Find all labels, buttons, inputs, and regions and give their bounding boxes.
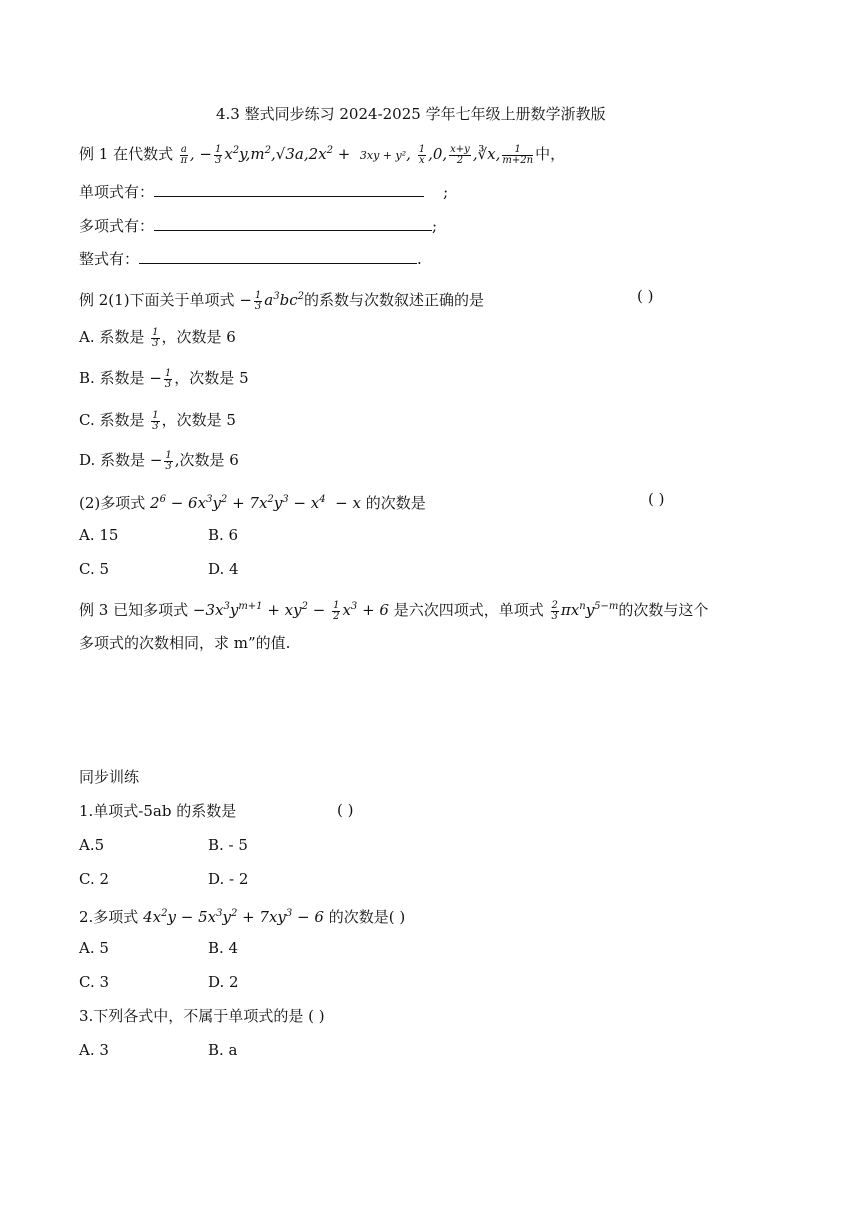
- ex2-q1-suffix: 的系数与次数叙述正确的是: [304, 291, 485, 309]
- sep: ;: [443, 183, 449, 201]
- option-text: ,次数是 6: [174, 451, 239, 469]
- q2-row2: [79, 972, 239, 992]
- option-b[interactable]: B. 4: [208, 939, 239, 957]
- ex2-q2-row1: [79, 525, 239, 545]
- option-label: B. 系数是: [79, 369, 145, 387]
- ex2-q1-prefix: 例 2(1)下面关于单项式: [79, 291, 235, 309]
- option-b[interactable]: B. a: [208, 1041, 238, 1059]
- answer-paren[interactable]: ( ): [337, 801, 354, 819]
- practice-q1: [79, 801, 236, 821]
- ex3-polynomial: $-3x^3y^{m+1} + xy^2$ − $\frac{1}{2}$ $x^3 + 6$: [192, 599, 389, 622]
- sep: ;: [432, 217, 438, 235]
- ex2-option-b[interactable]: B. 系数是 − $\frac{1}{3}$ ，次数是 5: [79, 367, 249, 390]
- option-d[interactable]: D. 2: [208, 973, 239, 991]
- q2-suffix: 的次数是( ): [328, 908, 406, 926]
- q1-row1: [79, 835, 248, 855]
- ex2-option-c[interactable]: C. 系数是 $\frac{1}{3}$ ，次数是 5: [79, 409, 236, 432]
- practice-q3: 3.下列各式中，不属于单项式的是 ( ): [79, 1007, 325, 1025]
- example-2-q2: [79, 490, 426, 513]
- ex2-monomial: − $\frac{1}{3}$ $a^3bc^2$: [239, 289, 305, 312]
- option-a[interactable]: A. 5: [79, 939, 109, 957]
- option-label: C. 系数是: [79, 411, 145, 429]
- option-label: D. 系数是: [79, 451, 146, 469]
- option-label: A. 系数是: [79, 328, 145, 346]
- option-c[interactable]: C. 5: [79, 560, 110, 578]
- option-a[interactable]: A.5: [79, 836, 105, 854]
- ex1-end: 中，: [535, 145, 566, 163]
- q2-polynomial: $4x^2y - 5x^3y^2 + 7xy^3 - 6$: [143, 908, 324, 926]
- practice-q2: [79, 904, 405, 927]
- answer-paren[interactable]: ( ): [648, 490, 665, 508]
- option-d[interactable]: D. 4: [208, 560, 239, 578]
- integral-blank[interactable]: [139, 249, 417, 264]
- ex2-q2-prefix: (2)多项式: [79, 494, 146, 512]
- ex3-mid: 是六次四项式，单项式: [393, 601, 544, 619]
- ex2-q2-suffix: 的次数是: [365, 494, 426, 512]
- option-b[interactable]: B. 6: [208, 526, 239, 544]
- page-title: 4.3 整式同步练习 2024-2025 学年七年级上册数学浙教版: [216, 105, 606, 123]
- q1-text: 1.单项式-5ab 的系数是: [79, 802, 237, 820]
- monomial-label: 单项式有：: [79, 183, 155, 201]
- option-text: ，次数是 6: [161, 328, 236, 346]
- option-b[interactable]: B. - 5: [208, 836, 248, 854]
- ex1-intro: 例 1 在代数式: [79, 145, 174, 163]
- example-3-line2: 多项式的次数相同，求 m”的值.: [79, 634, 291, 652]
- integral-answer-line: [79, 249, 422, 269]
- example-3-line1: [79, 597, 708, 622]
- q2-prefix: 2.多项式: [79, 908, 139, 926]
- option-a[interactable]: A. 15: [79, 526, 119, 544]
- option-d[interactable]: D. - 2: [208, 870, 249, 888]
- ex2-option-d[interactable]: D. 系数是 − $\frac{1}{3}$ ,次数是 6: [79, 449, 239, 472]
- ex3-prefix: 例 3 已知多项式: [79, 601, 189, 619]
- integral-label: 整式有：: [79, 250, 140, 268]
- polynomial-blank[interactable]: [154, 216, 432, 231]
- ex2-q2-row2: [79, 559, 239, 579]
- ex2-polynomial: $2^6 - 6x^3y^2 + 7x^2y^3 - x^4 - x$: [150, 494, 361, 512]
- q3-row1: [79, 1040, 238, 1060]
- option-text: ，次数是 5: [174, 369, 249, 387]
- ex3-monomial: $\frac{2}{3}$ $\pi x^ny^{5-m}$: [551, 599, 619, 622]
- polynomial-label: 多项式有：: [79, 217, 155, 235]
- monomial-answer-line: [79, 182, 448, 202]
- sep: .: [417, 250, 422, 268]
- answer-paren[interactable]: ( ): [637, 287, 654, 305]
- practice-heading: 同步训练: [79, 768, 140, 786]
- ex2-option-a[interactable]: A. 系数是 $\frac{1}{3}$ ，次数是 6: [79, 326, 236, 349]
- ex1-expressions: $\frac{a}{\pi}$ , − $\frac{1}{3}$ $x^2y,m^2,√3a,2x^2 + 3xy + y^2$, $\frac{1}{x}$ ,0, $\frac{x+y}{2}$ ,∛x, $\frac{1}{m+2n}$: [180, 143, 534, 166]
- option-c[interactable]: C. 3: [79, 973, 110, 991]
- q2-row1: [79, 938, 239, 958]
- monomial-blank[interactable]: [154, 182, 424, 197]
- polynomial-answer-line: [79, 216, 437, 236]
- option-c[interactable]: C. 2: [79, 870, 110, 888]
- option-a[interactable]: A. 3: [79, 1041, 109, 1059]
- example-1-line: [79, 141, 565, 166]
- ex3-suffix: 的次数与这个: [618, 601, 709, 619]
- option-text: ，次数是 5: [161, 411, 236, 429]
- example-2-q1: [79, 287, 484, 312]
- q1-row2: [79, 869, 249, 889]
